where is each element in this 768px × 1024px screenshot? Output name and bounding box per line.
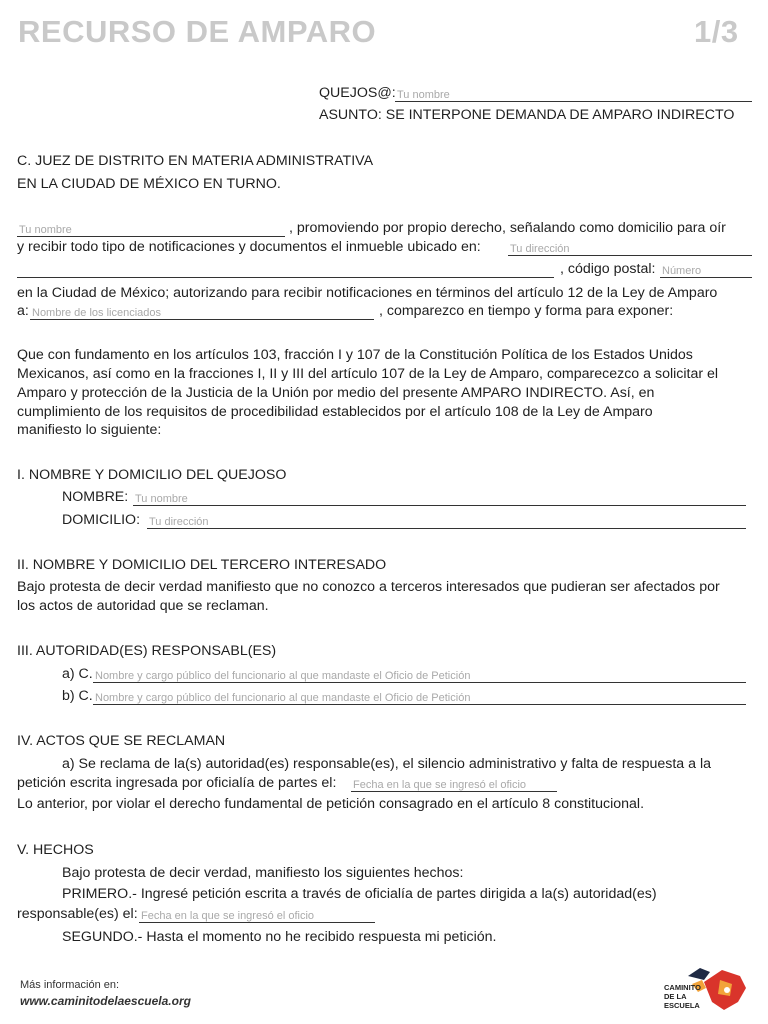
footer-info: Más información en: [20, 979, 120, 991]
page-number: 1/3 [694, 14, 739, 49]
p1-line-2: y recibir todo tipo de notificaciones y documentos el inmueble ubicado en: [17, 239, 481, 255]
section-5-title: V. HECHOS [17, 842, 94, 858]
section-4-line-3: Lo anterior, por violar el derecho fundamental de petición consagrado en el artículo 8 constitucional. [17, 796, 645, 812]
logo-text-3: ESCUELA [664, 1001, 700, 1010]
asunto-line: ASUNTO: SE INTERPONE DEMANDA DE AMPARO INDIRECTO [319, 107, 735, 123]
p2-line: cumplimiento de los requisitos de procedibilidad establecidos por el artículo 108 de la Ley de Amparo [17, 404, 653, 420]
p1-line-5: , comparezco en tiempo y forma para exponer: [379, 303, 674, 319]
hechos-date-field[interactable]: Fecha en la que se ingresó el oficio [139, 905, 375, 923]
section-3-title: III. AUTORIDAD(ES) RESPONSABL(ES) [17, 643, 277, 659]
promovente-name-field[interactable]: Tu nombre [17, 219, 285, 237]
section-5-line-1: Bajo protesta de decir verdad, manifiesto los siguientes hechos: [62, 865, 464, 881]
section-2-line-1: Bajo protesta de decir verdad manifiesto que no conozco a terceros interesados que pudieran ser afectados por [17, 579, 720, 595]
p2-line: Que con fundamento en los artículos 103, fracción I y 107 de la Constitución Política de los Estados Unidos [17, 347, 693, 363]
postal-code-field[interactable]: Número [660, 260, 752, 278]
authority-a-field[interactable]: Nombre y cargo público del funcionario al que mandaste el Oficio de Petición [93, 665, 746, 683]
section-5-line-2: PRIMERO.- Ingresé petición escrita a través de oficialía de partes dirigida a la(s) autoridad(es) [62, 886, 657, 902]
authority-a-label: a) C. [62, 666, 93, 682]
section-2-title: II. NOMBRE Y DOMICILIO DEL TERCERO INTERESADO [17, 557, 387, 573]
logo-text-2: DE LA [664, 992, 687, 1001]
section-1-title: I. NOMBRE Y DOMICILIO DEL QUEJOSO [17, 467, 287, 483]
section-2-line-2: los actos de autoridad que se reclaman. [17, 598, 269, 614]
logo-text-1: CAMINITO [664, 983, 701, 992]
caminito-logo [660, 962, 752, 1018]
section-4-title: IV. ACTOS QUE SE RECLAMAN [17, 733, 226, 749]
p1-line-5-a: a: [17, 303, 29, 319]
section-4-line-1: a) Se reclama de la(s) autoridad(es) responsable(es), el silencio administrativo y falta de respuesta a la [62, 756, 711, 772]
p1-line-4: en la Ciudad de México; autorizando para recibir notificaciones en términos del artículo 12 de la Ley de Amparo [17, 285, 718, 301]
p2-line: Mexicanos, así como en la fracciones I, II y III del artículo 107 de la Ley de Amparo, comparecezco a solicitar el [17, 366, 719, 382]
postal-code-label: , código postal: [560, 261, 656, 277]
addressee-line-2: EN LA CIUDAD DE MÉXICO EN TURNO. [17, 176, 281, 192]
document-title: RECURSO DE AMPARO [18, 14, 377, 49]
address-field-continued[interactable] [17, 260, 554, 278]
nombre-field[interactable]: Tu nombre [133, 488, 746, 506]
domicilio-label: DOMICILIO: [62, 512, 141, 528]
p2-line: manifiesto lo siguiente: [17, 422, 162, 438]
authority-b-label: b) C. [62, 688, 93, 704]
footer-link[interactable]: www.caminitodelaescuela.org [20, 994, 191, 1008]
p2-line: Amparo y protección de la Justicia de la Unión por medio del presente AMPARO INDIRECTO. Así, en [17, 385, 655, 401]
section-5-line-4: SEGUNDO.- Hasta el momento no he recibido respuesta mi petición. [62, 929, 497, 945]
petition-date-field[interactable]: Fecha en la que se ingresó el oficio [351, 774, 557, 792]
nombre-label: NOMBRE: [62, 489, 129, 505]
address-field[interactable]: Tu dirección [508, 238, 752, 256]
quejoso-label: QUEJOS@: [319, 85, 396, 101]
addressee-line-1: C. JUEZ DE DISTRITO EN MATERIA ADMINISTRATIVA [17, 153, 374, 169]
authority-b-field[interactable]: Nombre y cargo público del funcionario al que mandaste el Oficio de Petición [93, 687, 746, 705]
p1-line-1: , promoviendo por propio derecho, señalando como domicilio para oír [289, 220, 726, 236]
section-5-line-3: responsable(es) el: [17, 906, 138, 922]
quejoso-name-field[interactable]: Tu nombre [395, 84, 752, 102]
licenciados-field[interactable]: Nombre de los licenciados [30, 302, 374, 320]
domicilio-field[interactable]: Tu dirección [147, 511, 746, 529]
section-4-line-2: petición escrita ingresada por oficialía de partes el: [17, 775, 337, 791]
